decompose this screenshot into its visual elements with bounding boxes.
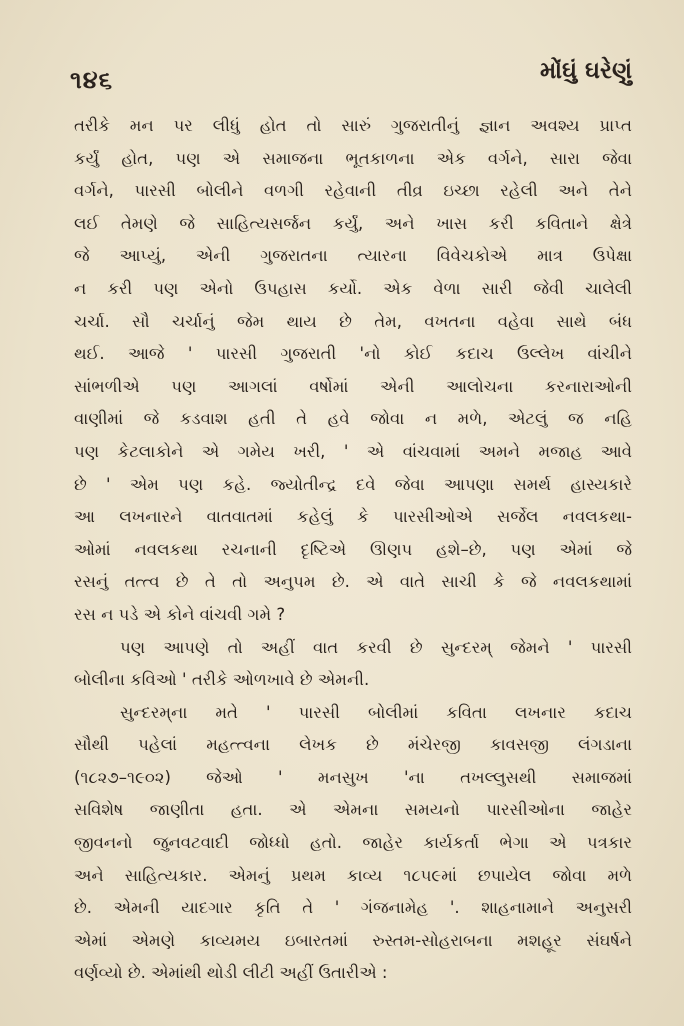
text-line: ચર્ચા. સૌ ચર્ચાનું જેમ થાય છે તેમ, વખતના વહેવા સાથે બંધ xyxy=(74,311,632,331)
text-line: સાંભળીએ પણ આગલાં વર્ષોમાં એની આલોચના કરનારાઓની xyxy=(74,376,632,396)
text-line: કર્યું હોત, પણ એ સમાજના ભૂતકાળના એક વર્ગને, સારા જેવા xyxy=(74,148,632,168)
book-title: મોંઘું ઘરેણું xyxy=(540,58,632,84)
page-number: ૧૪૬ xyxy=(70,66,114,94)
text-line: છે. એમની યાદગાર કૃતિ તે ' ગંજનામેહ '. શાહનામાને અનુસરી xyxy=(74,898,632,918)
body-text xyxy=(74,110,632,990)
text-line: જીવનનો જુનવટવાદી જોધ્ધો હતો. જાહેર કાર્યકર્તા ભેગા એ પત્રકાર xyxy=(74,833,632,853)
text-line: અને સાહિત્યકાર. એમનું પ્રથમ કાવ્ય ૧૮૫૯માં છપાયેલ જોવા મળે xyxy=(74,865,632,885)
text-line: એમાં એમણે કાવ્યમય ઇબારતમાં રુસ્તમ-સોહરાબના મશહૂર સંઘર્ષને xyxy=(74,930,632,950)
text-line: વાણીમાં જે કડવાશ હતી તે હવે જોવા ન મળે, એટલું જ નહિ xyxy=(74,409,632,429)
text-line: ન કરી પણ એનો ઉપહાસ કર્યો. એક વેળા સારી જેવી ચાલેલી xyxy=(74,278,632,298)
text-line: સૌથી પહેલાં મહત્ત્વના લેખક છે મંચેરજી કાવસજી લંગડાના xyxy=(74,735,632,755)
text-line: વર્ણવ્યો છે. એમાંથી થોડી લીટી અહીં ઉતારીએ : xyxy=(74,963,388,983)
text-line: ઓમાં નવલકથા રચનાની દૃષ્ટિએ ઊણપ હશે–છે, પણ એમાં જે xyxy=(74,539,632,559)
text-line: છે ' એમ પણ કહે. જ્યોતીન્દ્ર દવે જેવા આપણા સમર્થ હાસ્યકારે xyxy=(74,474,632,494)
text-line: પણ આપણે તો અહીં વાત કરવી છે સુન્દરમ્ જેમને ' પારસી xyxy=(120,637,632,657)
text-line: આ લખનારને વાતવાતમાં કહેલું કે પારસીઓએ સર્જેલ નવલકથા- xyxy=(74,507,632,527)
text-line: લઈ તેમણે જે સાહિત્યસર્જન કર્યું, અને ખાસ કરી કવિતાને ક્ષેત્રે xyxy=(74,213,632,233)
text-line: વર્ગને, પારસી બોલીને વળગી રહેવાની તીવ્ર ઇચ્છા રહેલી અને તેને xyxy=(74,181,632,201)
text-line: સુન્દરમ્‌ના મતે ' પારસી બોલીમાં કવિતા લખનાર કદાચ xyxy=(120,702,632,722)
text-line: થઈ. આજે ' પારસી ગુજરાતી 'નો કોઈ કદાચ ઉલ્લેખ વાંચીને xyxy=(74,344,632,364)
text-line: રસ ન પડે એ કોને વાંચવી ગમે ? xyxy=(74,604,286,624)
text-line: સવિશેષ જાણીતા હતા. એ એમના સમયનો પારસીઓના જાહેર xyxy=(74,800,632,820)
text-line: (૧૮૨૭–૧૯૦૨) જેઓ ' મનસુખ 'ના તખલ્લુસથી સમાજમાં xyxy=(74,767,632,787)
text-line: જે આપ્યું, એની ગુજરાતના ત્યારના વિવેચકોએ માત્ર ઉપેક્ષા xyxy=(74,246,632,266)
text-line: રસનું તત્ત્વ છે તે તો અનુપમ છે. એ વાતે સાચી કે જે નવલકથામાં xyxy=(74,572,632,592)
text-line: બોલીના કવિઓ ' તરીકે ઓળખાવે છે એમની. xyxy=(74,670,370,690)
text-line: તરીકે મન પર લીધું હોત તો સારું ગુજરાતીનું જ્ઞાન અવશ્ય પ્રાપ્ત xyxy=(74,116,632,135)
running-head xyxy=(70,58,632,98)
text-line: પણ કેટલાકોને એ ગમેય ખરી, ' એ વાંચવામાં અમને મજાહ આવે xyxy=(74,441,632,461)
